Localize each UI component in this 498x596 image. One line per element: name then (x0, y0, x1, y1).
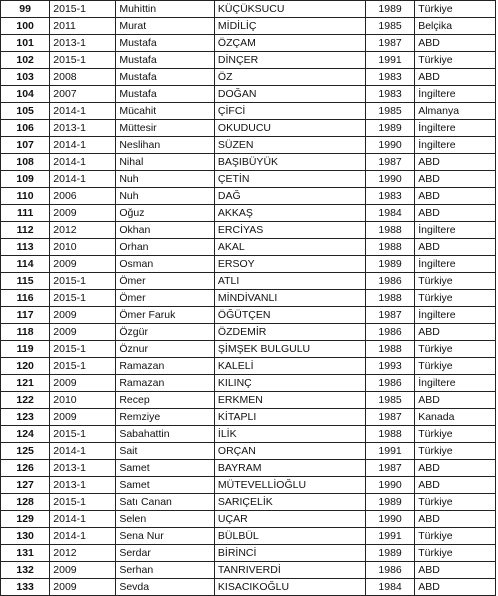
year-cell: 2014-1 (50, 103, 116, 120)
table-row (1, 392, 496, 409)
year-cell: 2009 (50, 256, 116, 273)
country-cell: ABD (415, 188, 496, 205)
last-name-cell: AKAL (214, 239, 365, 256)
table-row (1, 222, 496, 239)
first-name-cell: Orhan (116, 239, 215, 256)
last-name-cell: ÖZ (214, 69, 365, 86)
year-cell: 2014-1 (50, 154, 116, 171)
birth-year-cell: 1990 (365, 137, 414, 154)
country-cell: ABD (415, 392, 496, 409)
table-row (1, 324, 496, 341)
year-cell: 2007 (50, 86, 116, 103)
first-name-cell: Mustafa (116, 52, 215, 69)
first-name-cell: Nuh (116, 171, 215, 188)
country-cell: İngiltere (415, 307, 496, 324)
birth-year-cell: 1991 (365, 443, 414, 460)
birth-year-cell: 1987 (365, 409, 414, 426)
first-name-cell: Sena Nur (116, 528, 215, 545)
last-name-cell: DAĞ (214, 188, 365, 205)
last-name-cell: ÇETİN (214, 171, 365, 188)
birth-year-cell: 1983 (365, 86, 414, 103)
table-row (1, 579, 496, 596)
year-cell: 2010 (50, 392, 116, 409)
first-name-cell: Sevda (116, 579, 215, 596)
row-number-cell: 127 (1, 477, 50, 494)
last-name-cell: DİNÇER (214, 52, 365, 69)
row-number-cell: 111 (1, 205, 50, 222)
last-name-cell: ERCİYAS (214, 222, 365, 239)
country-cell: ABD (415, 69, 496, 86)
table-row (1, 205, 496, 222)
year-cell: 2015-1 (50, 494, 116, 511)
table-row (1, 1, 496, 18)
row-number-cell: 128 (1, 494, 50, 511)
last-name-cell: ÇİFCİ (214, 103, 365, 120)
birth-year-cell: 1984 (365, 579, 414, 596)
country-cell: Türkiye (415, 290, 496, 307)
birth-year-cell: 1986 (365, 273, 414, 290)
year-cell: 2015-1 (50, 52, 116, 69)
birth-year-cell: 1986 (365, 375, 414, 392)
country-cell: ABD (415, 511, 496, 528)
row-number-cell: 126 (1, 460, 50, 477)
first-name-cell: Ramazan (116, 375, 215, 392)
table-row (1, 86, 496, 103)
birth-year-cell: 1988 (365, 222, 414, 239)
last-name-cell: DOĞAN (214, 86, 365, 103)
table-row (1, 290, 496, 307)
year-cell: 2009 (50, 579, 116, 596)
year-cell: 2011 (50, 18, 116, 35)
first-name-cell: Mustafa (116, 69, 215, 86)
birth-year-cell: 1989 (365, 545, 414, 562)
row-number-cell: 130 (1, 528, 50, 545)
last-name-cell: TANRIVERDİ (214, 562, 365, 579)
year-cell: 2009 (50, 307, 116, 324)
row-number-cell: 114 (1, 256, 50, 273)
birth-year-cell: 1985 (365, 18, 414, 35)
country-cell: Almanya (415, 103, 496, 120)
birth-year-cell: 1989 (365, 1, 414, 18)
birth-year-cell: 1987 (365, 154, 414, 171)
table-row (1, 545, 496, 562)
last-name-cell: KILINÇ (214, 375, 365, 392)
country-cell: Türkiye (415, 341, 496, 358)
first-name-cell: Remziye (116, 409, 215, 426)
table-row (1, 375, 496, 392)
first-name-cell: Selen (116, 511, 215, 528)
table-row (1, 52, 496, 69)
first-name-cell: Oğuz (116, 205, 215, 222)
table-row (1, 528, 496, 545)
country-cell: İngiltere (415, 222, 496, 239)
first-name-cell: Serhan (116, 562, 215, 579)
last-name-cell: KISACIKOĞLU (214, 579, 365, 596)
row-number-cell: 100 (1, 18, 50, 35)
last-name-cell: İLİK (214, 426, 365, 443)
table-row (1, 120, 496, 137)
year-cell: 2015-1 (50, 426, 116, 443)
year-cell: 2013-1 (50, 477, 116, 494)
country-cell: İngiltere (415, 120, 496, 137)
last-name-cell: ŞİMŞEK BULGULU (214, 341, 365, 358)
year-cell: 2010 (50, 239, 116, 256)
table-row (1, 341, 496, 358)
country-cell: ABD (415, 239, 496, 256)
row-number-cell: 117 (1, 307, 50, 324)
table-row (1, 239, 496, 256)
birth-year-cell: 1986 (365, 562, 414, 579)
last-name-cell: UÇAR (214, 511, 365, 528)
last-name-cell: OKUDUCU (214, 120, 365, 137)
row-number-cell: 124 (1, 426, 50, 443)
birth-year-cell: 1989 (365, 120, 414, 137)
first-name-cell: Recep (116, 392, 215, 409)
last-name-cell: ÖZÇAM (214, 35, 365, 52)
country-cell: Türkiye (415, 443, 496, 460)
birth-year-cell: 1991 (365, 528, 414, 545)
year-cell: 2013-1 (50, 460, 116, 477)
country-cell: İngiltere (415, 256, 496, 273)
table-row (1, 494, 496, 511)
table-row (1, 273, 496, 290)
birth-year-cell: 1990 (365, 171, 414, 188)
year-cell: 2015-1 (50, 273, 116, 290)
last-name-cell: KİTAPLI (214, 409, 365, 426)
birth-year-cell: 1984 (365, 205, 414, 222)
first-name-cell: Osman (116, 256, 215, 273)
table-row (1, 35, 496, 52)
country-cell: Türkiye (415, 545, 496, 562)
year-cell: 2014-1 (50, 171, 116, 188)
birth-year-cell: 1988 (365, 290, 414, 307)
birth-year-cell: 1987 (365, 460, 414, 477)
last-name-cell: BİRİNCİ (214, 545, 365, 562)
last-name-cell: ATLI (214, 273, 365, 290)
country-cell: ABD (415, 171, 496, 188)
last-name-cell: ERKMEN (214, 392, 365, 409)
year-cell: 2008 (50, 69, 116, 86)
country-cell: İngiltere (415, 137, 496, 154)
first-name-cell: Ömer (116, 290, 215, 307)
first-name-cell: Serdar (116, 545, 215, 562)
first-name-cell: Murat (116, 18, 215, 35)
table-row (1, 426, 496, 443)
last-name-cell: MİNDİVANLI (214, 290, 365, 307)
last-name-cell: ORÇAN (214, 443, 365, 460)
year-cell: 2009 (50, 562, 116, 579)
row-number-cell: 110 (1, 188, 50, 205)
table-row (1, 409, 496, 426)
row-number-cell: 125 (1, 443, 50, 460)
first-name-cell: Öznur (116, 341, 215, 358)
year-cell: 2009 (50, 409, 116, 426)
first-name-cell: Muhittin (116, 1, 215, 18)
country-cell: ABD (415, 35, 496, 52)
last-name-cell: ÖĞÜTÇEN (214, 307, 365, 324)
row-number-cell: 113 (1, 239, 50, 256)
table-row (1, 256, 496, 273)
country-cell: Türkiye (415, 494, 496, 511)
last-name-cell: BÜLBÜL (214, 528, 365, 545)
last-name-cell: MİDİLİÇ (214, 18, 365, 35)
birth-year-cell: 1990 (365, 477, 414, 494)
birth-year-cell: 1989 (365, 494, 414, 511)
row-number-cell: 99 (1, 1, 50, 18)
row-number-cell: 107 (1, 137, 50, 154)
row-number-cell: 121 (1, 375, 50, 392)
row-number-cell: 108 (1, 154, 50, 171)
first-name-cell: Müttesir (116, 120, 215, 137)
birth-year-cell: 1987 (365, 307, 414, 324)
birth-year-cell: 1986 (365, 324, 414, 341)
table-row (1, 358, 496, 375)
year-cell: 2015-1 (50, 341, 116, 358)
last-name-cell: BAŞIBÜYÜK (214, 154, 365, 171)
year-cell: 2014-1 (50, 137, 116, 154)
country-cell: Türkiye (415, 426, 496, 443)
table-row (1, 460, 496, 477)
country-cell: Türkiye (415, 273, 496, 290)
last-name-cell: ERSOY (214, 256, 365, 273)
row-number-cell: 109 (1, 171, 50, 188)
row-number-cell: 112 (1, 222, 50, 239)
row-number-cell: 115 (1, 273, 50, 290)
row-number-cell: 118 (1, 324, 50, 341)
country-cell: Türkiye (415, 528, 496, 545)
country-cell: Türkiye (415, 1, 496, 18)
country-cell: İngiltere (415, 375, 496, 392)
country-cell: ABD (415, 154, 496, 171)
year-cell: 2014-1 (50, 528, 116, 545)
last-name-cell: ÖZDEMİR (214, 324, 365, 341)
table-row (1, 18, 496, 35)
birth-year-cell: 1988 (365, 426, 414, 443)
row-number-cell: 116 (1, 290, 50, 307)
row-number-cell: 123 (1, 409, 50, 426)
country-cell: ABD (415, 477, 496, 494)
year-cell: 2012 (50, 545, 116, 562)
first-name-cell: Sabahattin (116, 426, 215, 443)
first-name-cell: Mücahit (116, 103, 215, 120)
first-name-cell: Sait (116, 443, 215, 460)
birth-year-cell: 1990 (365, 511, 414, 528)
row-number-cell: 102 (1, 52, 50, 69)
first-name-cell: Samet (116, 477, 215, 494)
table-row (1, 103, 496, 120)
last-name-cell: KALELİ (214, 358, 365, 375)
table-row (1, 154, 496, 171)
birth-year-cell: 1983 (365, 188, 414, 205)
country-cell: Kanada (415, 409, 496, 426)
last-name-cell: BAYRAM (214, 460, 365, 477)
first-name-cell: Mustafa (116, 35, 215, 52)
table-row (1, 188, 496, 205)
first-name-cell: Nuh (116, 188, 215, 205)
table-row (1, 69, 496, 86)
country-cell: Türkiye (415, 358, 496, 375)
country-cell: ABD (415, 562, 496, 579)
last-name-cell: KÜÇÜKSUCU (214, 1, 365, 18)
table-row (1, 477, 496, 494)
country-cell: ABD (415, 205, 496, 222)
year-cell: 2015-1 (50, 290, 116, 307)
year-cell: 2013-1 (50, 35, 116, 52)
birth-year-cell: 1988 (365, 239, 414, 256)
year-cell: 2009 (50, 205, 116, 222)
year-cell: 2015-1 (50, 1, 116, 18)
birth-year-cell: 1983 (365, 69, 414, 86)
first-name-cell: Ramazan (116, 358, 215, 375)
year-cell: 2015-1 (50, 358, 116, 375)
row-number-cell: 104 (1, 86, 50, 103)
row-number-cell: 129 (1, 511, 50, 528)
birth-year-cell: 1991 (365, 52, 414, 69)
row-number-cell: 132 (1, 562, 50, 579)
row-number-cell: 133 (1, 579, 50, 596)
country-cell: İngiltere (415, 86, 496, 103)
row-number-cell: 120 (1, 358, 50, 375)
first-name-cell: Nihal (116, 154, 215, 171)
birth-year-cell: 1989 (365, 256, 414, 273)
year-cell: 2009 (50, 375, 116, 392)
country-cell: Türkiye (415, 52, 496, 69)
table-row (1, 137, 496, 154)
year-cell: 2014-1 (50, 511, 116, 528)
table-row (1, 562, 496, 579)
row-number-cell: 105 (1, 103, 50, 120)
first-name-cell: Mustafa (116, 86, 215, 103)
birth-year-cell: 1985 (365, 103, 414, 120)
table-row (1, 443, 496, 460)
table-row (1, 511, 496, 528)
first-name-cell: Satı Canan (116, 494, 215, 511)
birth-year-cell: 1985 (365, 392, 414, 409)
table-body (1, 1, 496, 596)
year-cell: 2009 (50, 324, 116, 341)
year-cell: 2013-1 (50, 120, 116, 137)
last-name-cell: AKKAŞ (214, 205, 365, 222)
last-name-cell: SÜZEN (214, 137, 365, 154)
first-name-cell: Özgür (116, 324, 215, 341)
table-row (1, 307, 496, 324)
row-number-cell: 122 (1, 392, 50, 409)
year-cell: 2006 (50, 188, 116, 205)
first-name-cell: Okhan (116, 222, 215, 239)
last-name-cell: SARIÇELİK (214, 494, 365, 511)
row-number-cell: 106 (1, 120, 50, 137)
row-number-cell: 103 (1, 69, 50, 86)
first-name-cell: Ömer Faruk (116, 307, 215, 324)
table-row (1, 171, 496, 188)
first-name-cell: Samet (116, 460, 215, 477)
country-cell: ABD (415, 579, 496, 596)
birth-year-cell: 1987 (365, 35, 414, 52)
year-cell: 2012 (50, 222, 116, 239)
birth-year-cell: 1988 (365, 341, 414, 358)
first-name-cell: Ömer (116, 273, 215, 290)
first-name-cell: Neslihan (116, 137, 215, 154)
year-cell: 2014-1 (50, 443, 116, 460)
birth-year-cell: 1993 (365, 358, 414, 375)
last-name-cell: MÜTEVELLİOĞLU (214, 477, 365, 494)
country-cell: ABD (415, 460, 496, 477)
row-number-cell: 119 (1, 341, 50, 358)
row-number-cell: 101 (1, 35, 50, 52)
country-cell: Belçika (415, 18, 496, 35)
country-cell: ABD (415, 324, 496, 341)
row-number-cell: 131 (1, 545, 50, 562)
